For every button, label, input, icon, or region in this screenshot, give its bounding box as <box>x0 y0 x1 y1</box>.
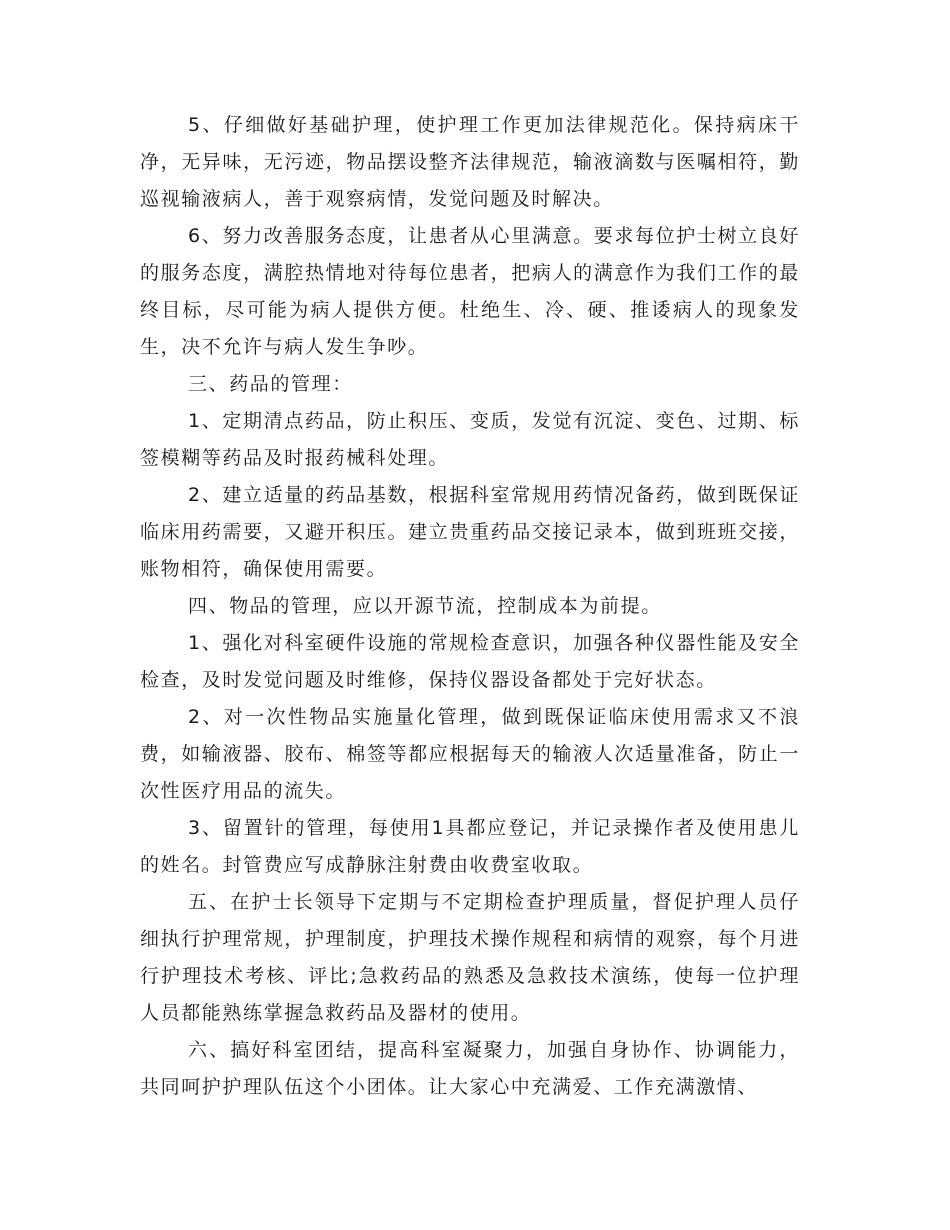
paragraph-drug-base: 2、建立适量的药品基数，根据科室常规用药情况备药，做到既保证临床用药需要，又避开积压。建立贵重药品交接记录本，做到班班交接，账物相符，确保使用需要。 <box>140 484 800 580</box>
heading-drug-management: 三、药品的管理： <box>188 373 353 395</box>
paragraph-team-unity: 六、搞好科室团结，提高科室凝聚力，加强自身协作、协调能力，共同呵护护理队伍这个小团体。让大家心中充满爱、工作充满激情、 <box>140 1039 800 1098</box>
heading-supplies-management: 四、物品的管理，应以开源节流，控制成本为前提。 <box>188 595 662 617</box>
paragraph-disposables: 2、对一次性物品实施量化管理，做到既保证临床使用需求又不浪费，如输液器、胶布、棉签等都应根据每天的输液人次适量准备，防止一次性医疗用品的流失。 <box>140 706 800 802</box>
paragraph-basic-care: 5、仔细做好基础护理，使护理工作更加法律规范化。保持病床干净，无异味，无污迹，物品摆设整齐法律规范，输液滴数与医嘱相符，勤巡视输液病人，善于观察病情，发觉问题及时解决。 <box>140 114 800 210</box>
paragraph-indwelling-needle: 3、留置针的管理，每使用1具都应登记，并记录操作者及使用患儿的姓名。封管费应写成静脉注射费由收费室收取。 <box>140 817 800 876</box>
paragraph-quality-inspection: 五、在护士长领导下定期与不定期检查护理质量，督促护理人员仔细执行护理常规，护理制度，护理技术操作规程和病情的观察，每个月进行护理技术考核、评比;急救药品的熟悉及急救技术演练，使每一位护理人员都能熟练掌握急救药品及器材的使用。 <box>140 891 800 1024</box>
paragraph-equipment-check: 1、强化对科室硬件设施的常规检查意识，加强各种仪器性能及安全检查，及时发觉问题及时维修，保持仪器设备都处于完好状态。 <box>140 632 800 691</box>
paragraph-service-attitude: 6、努力改善服务态度，让患者从心里满意。要求每位护士树立良好的服务态度，满腔热情地对待每位患者，把病人的满意作为我们工作的最终目标，尽可能为病人提供方便。杜绝生、冷、硬、推诿病人的现象发生，决不允许与病人发生争吵。 <box>140 225 800 358</box>
document-body <box>140 107 800 1106</box>
paragraph-drug-inventory: 1、定期清点药品，防止积压、变质，发觉有沉淀、变色、过期、标签模糊等药品及时报药械科处理。 <box>140 410 800 469</box>
